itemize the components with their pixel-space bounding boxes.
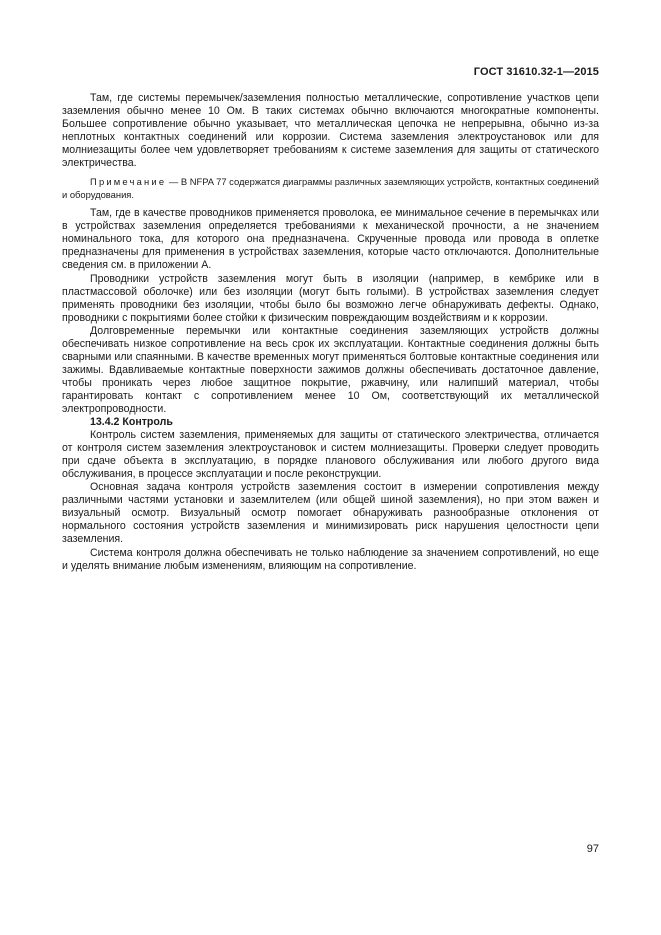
page-number: 97 <box>586 843 599 855</box>
section-heading: 13.4.2 Контроль <box>90 416 173 429</box>
paragraph-4: Долговременные перемычки или контактные соединения заземляющих устройств должны обеспечивать низкое сопротивление на весь срок их эксплуатации. Контактные соединения должны быть сварными или спаянными. В качестве временных могут применяться болтовые контактные соединения или зажимы. Вдавливаемые контактные поверхности зажимов должны обеспечивать достаточное давление, чтобы проникать через любое защитное покрытие, ржавчину, или налипший материал, чтобы гарантировать контакт с сопротивлением менее 10 Ом, соответствующий их металлической электропроводности. <box>62 324 599 415</box>
paragraph-6: Основная задача контроля устройств заземления состоит в измерении сопротивления между различными частями установки и заземлителем (или общей шиной заземления), но при этом важен и визуальный осмотр. Визуальный осмотр помогает обнаруживать разнообразные отклонения от нормального состояния устройств заземления и минимизировать риск нарушения целостности цепи заземления. <box>62 481 599 546</box>
standard-code-header: ГОСТ 31610.32-1—2015 <box>473 66 599 78</box>
paragraph-5: Контроль систем заземления, применяемых для защиты от статического электричества, отличается от контроля систем заземления электроустановок и систем молниезащиты. Проверки следует проводить при сдаче объекта в эксплуатацию, в порядке планового обслуживания или любого другого вида обслуживания, в процессе эксплуатации и после реконструкции. <box>62 429 599 481</box>
note-label: Примечание <box>90 176 167 188</box>
note-text: — В NFPA 77 содержатся диаграммы различных заземляющих устройств, контактных соединений и оборудования. <box>62 176 599 200</box>
paragraph-1: Там, где системы перемычек/заземления полностью металлические, сопротивление участков цепи заземления обычно менее 10 Ом. В таких системах обычно включаются многократные компоненты. Большее сопротивление обычно указывает, что металлическая цепочка не непрерывна, обычно из-за неплотных контактных соединений или коррозии. Система заземления электроустановок или для молниезащиты более чем удовлетворяет требованиям к системе заземления для защиты от статического электричества. <box>62 92 599 170</box>
paragraph-2: Там, где в качестве проводников применяется проволока, ее минимальное сечение в перемычках или в устройствах заземления определяется требованиями к механической прочности, а не значением номинального тока, для которого она предназначена. Скрученные провода или провода в оплетке предназначены для применения в устройствах заземления, которые часто отключаются. Дополнительные сведения см. в приложении А. <box>62 207 599 272</box>
note-paragraph <box>62 176 599 201</box>
paragraph-3: Проводники устройств заземления могут быть в изоляции (например, в кембрике или в пластмассовой оболочке) или без изоляции (могут быть голыми). В устройствах заземления следует применять проводники без изоляции, чтобы было бы возможно легче обнаруживать дефекты. Однако, проводники с покрытиями более стойки к физическим повреждающим воздействиям и к коррозии. <box>62 272 599 324</box>
paragraph-7: Система контроля должна обеспечивать не только наблюдение за значением сопротивлений, но еще и уделять внимание любым изменениям, влияющим на сопротивление. <box>62 546 599 572</box>
body-text <box>62 92 599 573</box>
